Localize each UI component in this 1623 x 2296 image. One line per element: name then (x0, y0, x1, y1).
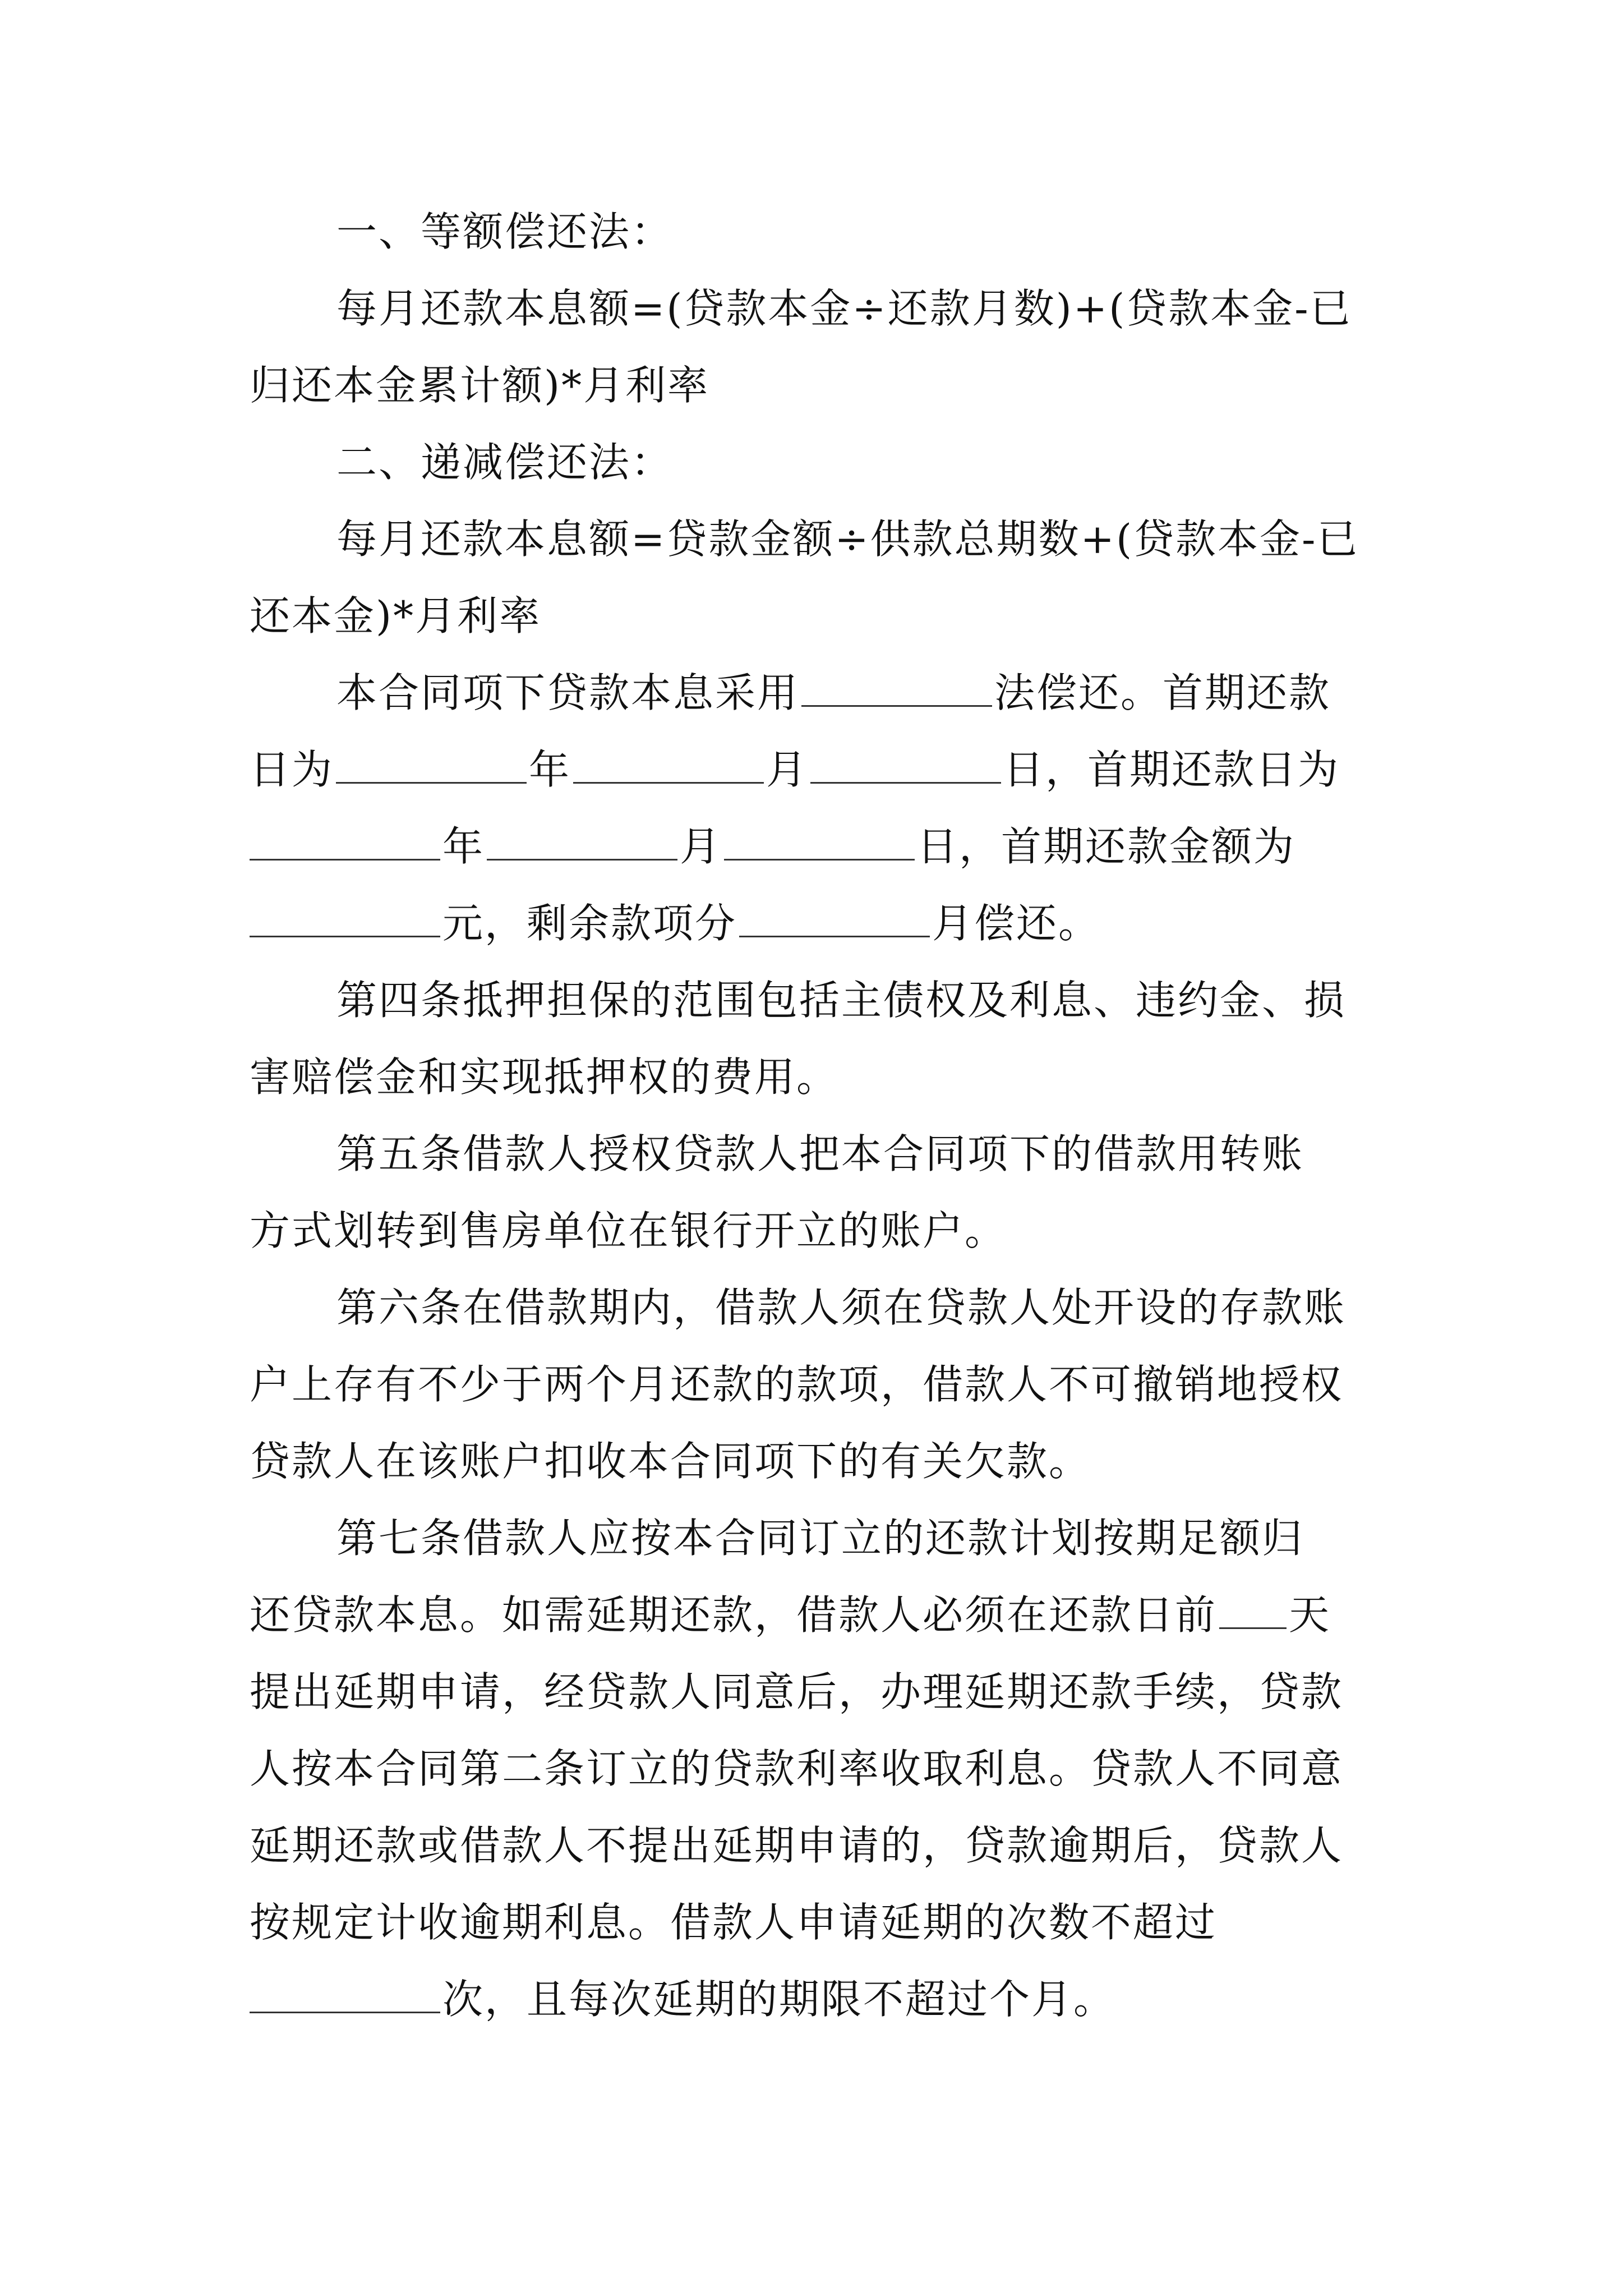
article-5-line-1: 第五条借款人授权贷款人把本合同项下的借款用转账 (336, 1130, 1304, 1177)
article-7-line-6: 按规定计收逾期利息。借款人申请延期的次数不超过 (250, 1899, 1218, 1946)
text-fragment: 日，首期还款金额为 (917, 823, 1296, 870)
fill-blank-year[interactable] (336, 747, 527, 784)
article-4-line-2: 害赔偿金和实现抵押权的费用。 (250, 1053, 839, 1101)
text-fragment: 元，剩余款项分 (442, 900, 737, 947)
text-fragment: 本合同项下贷款本息采用 (336, 669, 800, 716)
heading-equal-installment: 一、等额偿还法： (336, 208, 674, 255)
repayment-method-line-2 (250, 731, 1382, 808)
article-6-line-3: 贷款人在该账户扣收本合同项下的有关欠款。 (250, 1438, 1091, 1485)
article-6-line-1: 第六条在借款期内，借款人须在贷款人处开设的存款账 (336, 1284, 1347, 1331)
article-7-line-4: 人按本合同第二条订立的贷款利率收取利息。贷款人不同意 (250, 1745, 1344, 1792)
formula-decreasing-line-1: 每月还款本息额=贷款金额÷供款总期数+(贷款本金-已 (336, 516, 1359, 563)
text-fragment: 日为 (250, 746, 334, 793)
text-fragment: 月偿还。 (932, 900, 1101, 947)
text-fragment: 月 (680, 823, 722, 870)
fill-blank-month-2[interactable] (487, 824, 677, 861)
repayment-method-line-4 (250, 885, 1382, 962)
text-fragment: 天 (1289, 1591, 1331, 1639)
heading-decreasing-installment: 二、递减偿还法： (336, 439, 674, 486)
text-fragment: 日，首期还款日为 (1003, 746, 1340, 793)
fill-blank-months[interactable] (739, 901, 930, 937)
article-7-line-5: 延期还款或借款人不提出延期申请的，贷款逾期后，贷款人 (250, 1822, 1344, 1869)
fill-blank-amount[interactable] (250, 901, 440, 937)
article-5-line-2: 方式划转到售房单位在银行开立的账户。 (250, 1207, 1007, 1254)
text-fragment: 法偿还。首期还款 (994, 669, 1331, 716)
article-4-line-1: 第四条抵押担保的范围包括主债权及利息、违约金、损 (336, 977, 1347, 1024)
formula-equal-line-1: 每月还款本息额=(贷款本金÷还款月数)+(贷款本金-已 (336, 285, 1352, 332)
fill-blank-day-2[interactable] (724, 824, 915, 861)
text-fragment: 还贷款本息。如需延期还款，借款人必须在还款日前 (250, 1591, 1218, 1639)
contract-text (250, 194, 1382, 2038)
fill-blank-days[interactable] (1219, 1593, 1287, 1629)
text-fragment: 年 (442, 823, 485, 870)
article-7-line-7 (250, 1961, 1382, 2038)
text-fragment: 次，且每次延期的期限不超过个月。 (442, 1976, 1116, 2023)
text-fragment: 年 (529, 746, 571, 793)
fill-blank-month[interactable] (573, 747, 764, 784)
fill-blank-year-2[interactable] (250, 824, 440, 861)
text-fragment: 月 (766, 746, 809, 793)
formula-decreasing-line-2: 还本金)*月利率 (250, 592, 542, 639)
repayment-method-line-1 (250, 655, 1382, 731)
fill-blank-day[interactable] (810, 747, 1001, 784)
article-7-line-2 (250, 1577, 1382, 1654)
repayment-method-line-3 (250, 808, 1382, 885)
fill-blank-times[interactable] (250, 1977, 440, 2013)
article-7-line-1: 第七条借款人应按本合同订立的还款计划按期足额归 (336, 1515, 1304, 1562)
fill-blank-method[interactable] (801, 670, 992, 707)
article-7-line-3: 提出延期申请，经贷款人同意后，办理延期还款手续，贷款 (250, 1668, 1344, 1715)
formula-equal-line-2: 归还本金累计额)*月利率 (250, 362, 710, 409)
article-6-line-2: 户上存有不少于两个月还款的款项，借款人不可撤销地授权 (250, 1361, 1344, 1408)
